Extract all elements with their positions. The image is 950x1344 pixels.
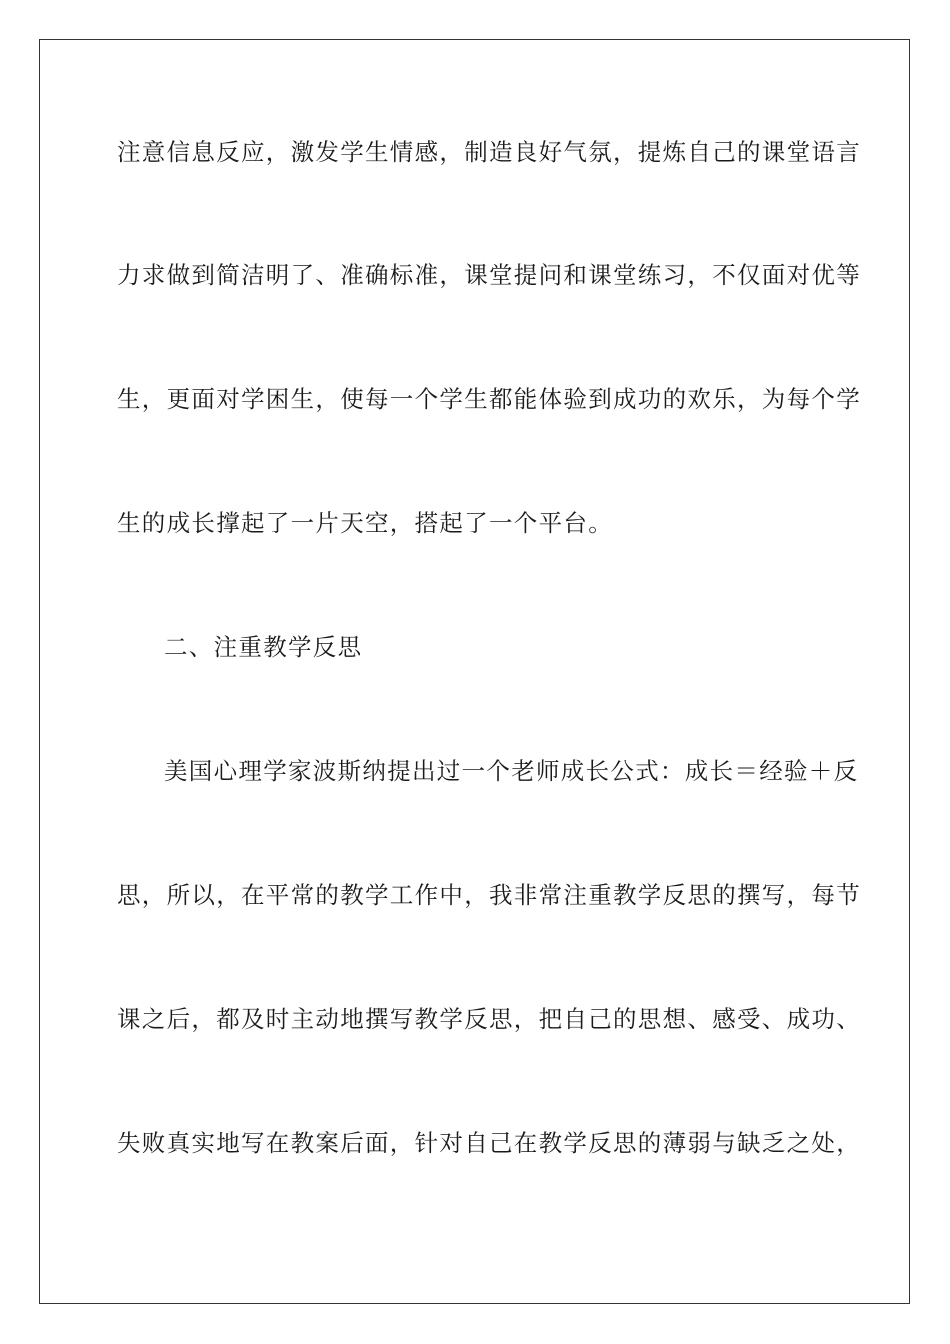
body-line: 失败真实地写在教案后面，针对自己在教学反思的薄弱与缺乏之处， <box>117 1129 861 1157</box>
body-line: 注意信息反应，激发学生情感，制造良好气氛，提炼自己的课堂语言 <box>117 138 861 166</box>
paragraph-first-line: 美国心理学家波斯纳提出过一个老师成长公式：成长＝经验＋反 <box>164 757 859 785</box>
body-line: 生的成长撑起了一片天空，搭起了一个平台。 <box>117 509 613 537</box>
body-line: 思，所以，在平常的教学工作中，我非常注重教学反思的撰写，每节 <box>117 881 861 909</box>
page-border <box>39 39 910 1304</box>
section-heading: 二、注重教学反思 <box>164 633 363 661</box>
body-line: 力求做到简洁明了、准确标准，课堂提问和课堂练习，不仅面对优等 <box>117 261 861 289</box>
body-line: 课之后，都及时主动地撰写教学反思，把自己的思想、感受、成功、 <box>117 1005 861 1033</box>
body-line: 生，更面对学困生，使每一个学生都能体验到成功的欢乐，为每个学 <box>117 385 861 413</box>
